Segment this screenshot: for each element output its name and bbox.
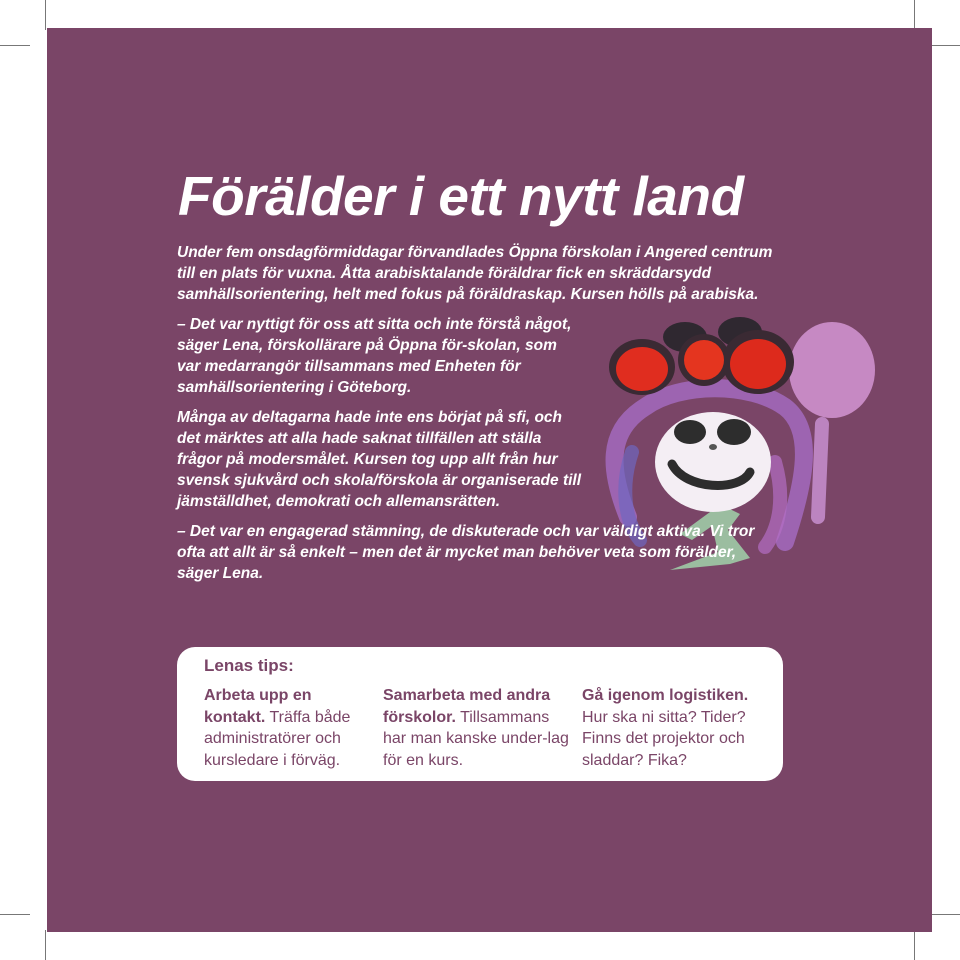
tip-title: Arbeta upp en kontakt.	[204, 687, 312, 726]
article-paragraph: – Det var nyttigt för oss att sitta och inte förstå något, säger Lena, förskollärare på Öppna för-skolan, som var medarrangör tillsammans med Enheten för samhällsorientering i Göteborg.	[177, 316, 572, 396]
page-title: Förälder i ett nytt land	[178, 165, 744, 227]
tip-item	[204, 685, 374, 771]
tips-box	[177, 647, 783, 781]
article-paragraph: – Det var en engagerad stämning, de diskuterade och var väldigt aktiva. Vi tror ofta att allt är så enkelt – men det är mycket man behöver veta som förälder, säger Lena.	[177, 523, 755, 582]
tip-text: Tillsammans har man kanske under-lag för en kurs.	[383, 708, 569, 769]
crop-mark	[45, 930, 46, 960]
tip-text: Hur ska ni sitta? Tider? Finns det projektor och sladdar? Fika?	[582, 708, 746, 769]
crop-mark	[914, 0, 915, 30]
tip-text: Träffa både administratörer och kursledare i förväg.	[204, 708, 351, 769]
crop-mark	[930, 914, 960, 915]
crop-mark	[930, 45, 960, 46]
crop-mark	[0, 45, 30, 46]
tips-heading: Lenas tips:	[204, 656, 294, 675]
crop-mark	[45, 0, 46, 30]
tip-title: Gå igenom logistiken.	[582, 687, 749, 704]
article-body	[177, 242, 777, 584]
crop-mark	[0, 914, 30, 915]
article-paragraph: Många av deltagarna hade inte ens börjat på sfi, och det märktes att alla hade saknat tillfällen att ställa frågor på modersmålet. Kursen tog upp allt från hur svensk sjukvård och skola/förskola är organiserade till jämställdhet, demokrati och allemansrätten.	[177, 409, 582, 510]
tip-title: Samarbeta med andra förskolor.	[383, 687, 551, 726]
crop-mark	[914, 930, 915, 960]
article-paragraph: Under fem onsdagförmiddagar förvandlades Öppna förskolan i Angered centrum till en plats för vuxna. Åtta arabisktalande föräldrar fick en skräddarsydd samhällsorientering, helt med fokus på föräldraskap. Kursen hölls på arabiska.	[177, 244, 773, 303]
tip-item	[582, 685, 772, 771]
tip-item	[383, 685, 571, 771]
